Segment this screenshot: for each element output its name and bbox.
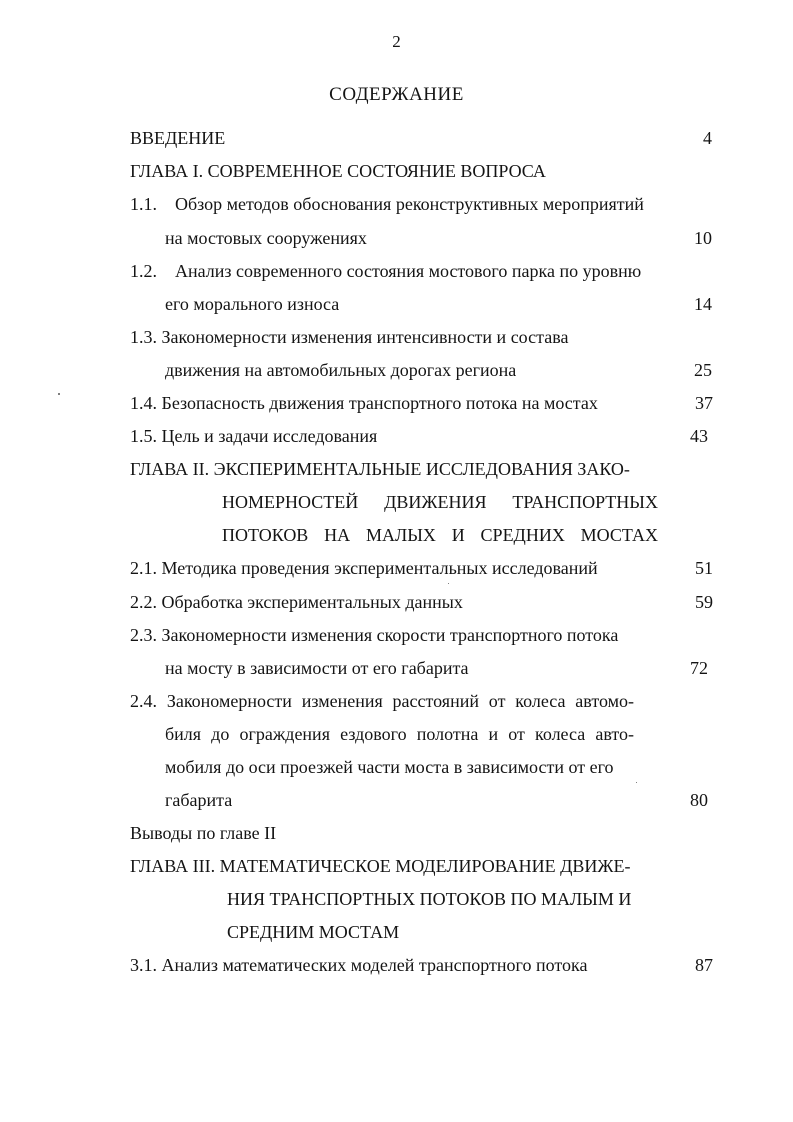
scan-speck (636, 782, 637, 783)
toc-page-number: 10 (694, 228, 712, 248)
toc-page-number: 37 (695, 393, 713, 413)
toc-entry-2-4-cont: биля до ограждения ездового полотна и от колеса авто- (165, 724, 634, 744)
toc-entry-2-3: 2.3. Закономерности изменения скорости транспортного потока (130, 625, 619, 645)
toc-title: СОДЕРЖАНИЕ (329, 84, 464, 105)
scan-speck (58, 393, 60, 395)
toc-entry-1-2-cont: его морального износа (165, 294, 340, 314)
toc-entry-2-3-cont: на мосту в зависимости от его габарита (165, 658, 469, 678)
toc-entry-2-2: 2.2. Обработка экспериментальных данных (130, 592, 463, 612)
toc-entry-2-4-cont: мобиля до оси проезжей части моста в зависимости от его (165, 757, 614, 777)
toc-page-number: 87 (695, 955, 713, 975)
toc-entry-1-1: 1.1. Обзор методов обоснования реконструктивных мероприятий (130, 194, 644, 214)
toc-entry-2-4: 2.4. Закономерности изменения расстояний от колеса автомо- (130, 691, 634, 711)
toc-entry-1-5: 1.5. Цель и задачи исследования (130, 426, 378, 446)
toc-page-number: 72 (690, 658, 708, 678)
toc-page-number: 25 (694, 360, 712, 380)
toc-chapter-3-title-cont: СРЕДНИМ МОСТАМ (227, 922, 400, 942)
toc-entry-3-1: 3.1. Анализ математических моделей транспортного потока (130, 955, 588, 975)
toc-entry-1-3-cont: движения на автомобильных дорогах региона (165, 360, 517, 380)
toc-chapter-2-title-cont: ПОТОКОВ НА МАЛЫХ И СРЕДНИХ МОСТАХ (222, 525, 658, 545)
toc-page-number: 51 (695, 558, 713, 578)
toc-entry-2-1: 2.1. Методика проведения экспериментальных исследований (130, 558, 598, 578)
toc-chapter-2-title-cont: НОМЕРНОСТЕЙ ДВИЖЕНИЯ ТРАНСПОРТНЫХ (222, 492, 658, 512)
toc-entry-introduction: ВВЕДЕНИЕ (130, 128, 226, 148)
toc-chapter-3-title-cont: НИЯ ТРАНСПОРТНЫХ ПОТОКОВ ПО МАЛЫМ И (227, 889, 632, 909)
toc-page-number: 59 (695, 592, 713, 612)
toc-page-number: 14 (694, 294, 712, 314)
toc-page-number: 80 (690, 790, 708, 810)
toc-entry-2-4-cont: габарита (165, 790, 233, 810)
toc-entry-1-4: 1.4. Безопасность движения транспортного потока на мостах (130, 393, 598, 413)
toc-chapter-3-title: ГЛАВА III. МАТЕМАТИЧЕСКОЕ МОДЕЛИРОВАНИЕ ДВИЖЕ- (130, 856, 631, 876)
toc-page-number: 4 (703, 128, 712, 148)
toc-entry-conclusions-2: Выводы по главе II (130, 823, 277, 843)
page-number: 2 (392, 32, 401, 51)
toc-chapter-1-title: ГЛАВА I. СОВРЕМЕННОЕ СОСТОЯНИЕ ВОПРОСА (130, 161, 546, 181)
scan-speck (448, 583, 449, 584)
toc-entry-1-3: 1.3. Закономерности изменения интенсивности и состава (130, 327, 569, 347)
toc-chapter-2-title: ГЛАВА II. ЭКСПЕРИМЕНТАЛЬНЫЕ ИССЛЕДОВАНИЯ ЗАКО- (130, 459, 630, 479)
toc-entry-1-2: 1.2. Анализ современного состояния мостового парка по уровню (130, 261, 642, 281)
toc-page-number: 43 (690, 426, 708, 446)
toc-entry-1-1-cont: на мостовых сооружениях (165, 228, 367, 248)
